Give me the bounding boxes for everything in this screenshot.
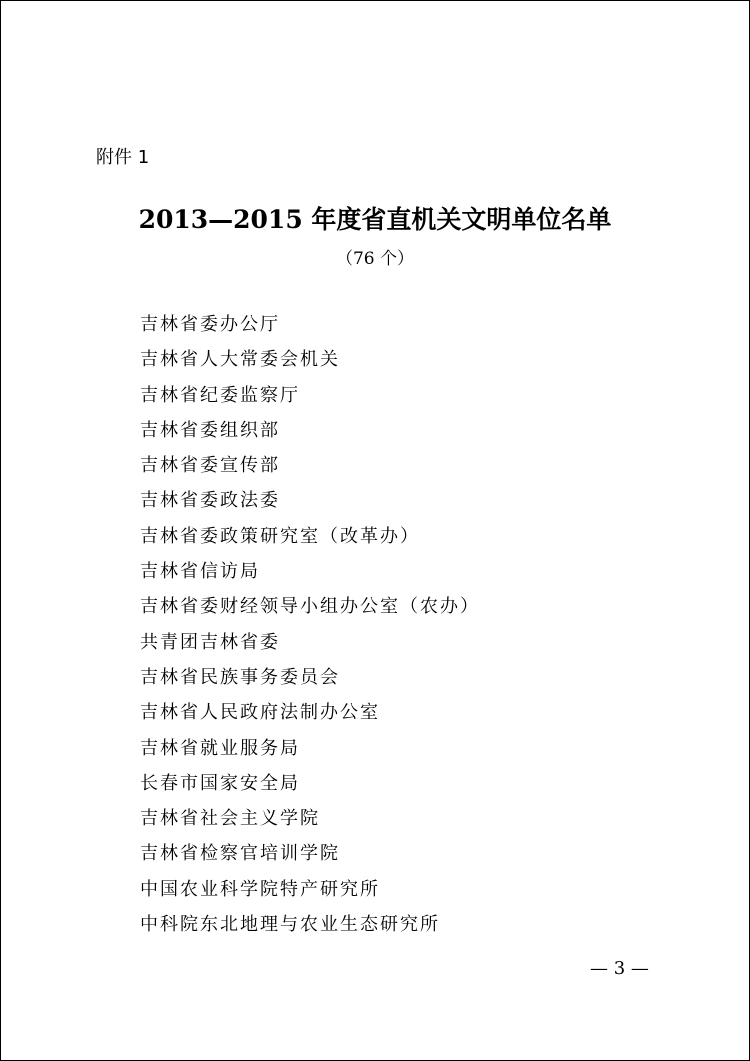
unit-item: 吉林省人大常委会机关	[140, 349, 340, 371]
unit-item: 吉林省纪委监察厅	[140, 384, 300, 406]
unit-item: 吉林省委政策研究室（改革办）	[140, 525, 420, 547]
unit-list	[140, 310, 480, 945]
page-number: — 3 —	[590, 958, 649, 979]
unit-count: （76 个）	[335, 249, 415, 269]
attachment-label: 附件 1	[96, 147, 150, 168]
document-title: 2013—2015 年度省直机关文明单位名单	[138, 205, 612, 234]
unit-item: 吉林省民族事务委员会	[140, 666, 340, 688]
unit-item: 吉林省委宣传部	[140, 455, 280, 477]
unit-item: 吉林省就业服务局	[140, 737, 300, 759]
unit-item: 长春市国家安全局	[140, 772, 300, 794]
unit-item: 吉林省社会主义学院	[140, 808, 320, 830]
unit-item: 吉林省委组织部	[140, 419, 280, 441]
unit-item: 共青团吉林省委	[140, 631, 280, 653]
unit-item: 中科院东北地理与农业生态研究所	[140, 914, 440, 936]
unit-item: 吉林省委财经领导小组办公室（农办）	[140, 596, 480, 618]
unit-item: 吉林省委办公厅	[140, 314, 280, 335]
unit-item: 吉林省委政法委	[140, 490, 280, 512]
unit-item: 中国农业科学院特产研究所	[140, 878, 380, 900]
unit-item: 吉林省人民政府法制办公室	[140, 702, 380, 724]
unit-item: 吉林省信访局	[140, 561, 260, 583]
unit-item: 吉林省检察官培训学院	[140, 843, 340, 865]
